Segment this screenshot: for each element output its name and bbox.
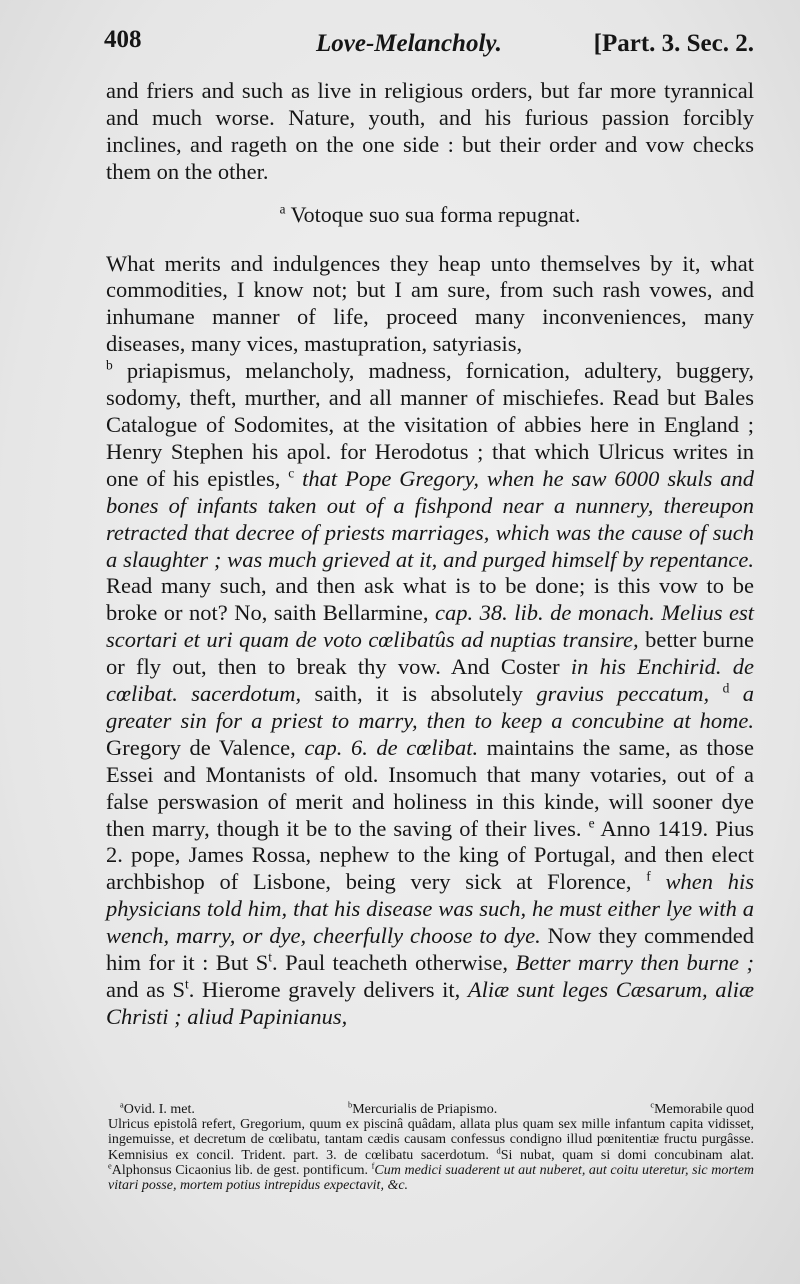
italic-segment: cap. 38. lib. de monach. Melius est scortari et uri quam de voto cœlibatûs ad nuptias transire, — [106, 600, 754, 653]
footnote-b: $^b$Mercurialis de Priapismo. — [348, 1100, 498, 1117]
italic-segment: gravius peccatum, — [536, 681, 710, 707]
latin-quote — [106, 202, 754, 229]
footnote-ref-f: f — [646, 868, 651, 884]
text-segment: priapismus, melancholy, madness, fornication, adultery, buggery, sodomy, theft, murther, and all manner of mischiefes. Read but Bales Catalogue of Sodomites, at the visitation of abbies here in England ; Henry Stephen his apol. for Herodotus ; that which Ulricus writes in one of his epistles, — [106, 358, 754, 491]
superscript: t — [184, 976, 189, 992]
text-segment: Gregory de Valence, — [106, 734, 305, 760]
quote-text: Votoque suo sua forma repugnat. — [290, 201, 581, 227]
italic-segment: Aliæ sunt leges Cæsarum, aliæ Christi ; aliud Papinianus, — [106, 977, 754, 1029]
footnote-text: Cum medici suaderent ut aut nuberet, aut coitu uteretur, sic mortem vitari posse, mortem potius intrepidus expectavit, &c. — [108, 1162, 755, 1194]
footnotes — [108, 1102, 754, 1193]
footnote-text: Alphonsus Cicaonius lib. de gest. pontificum. — [111, 1162, 369, 1178]
paragraph-1: and friers and such as live in religious orders, but far more tyrannical and much worse. Nature, youth, and his furious passion forcibly inclines, and rageth on the one side : but their order and vow checks them on the other. — [106, 78, 754, 184]
footnote-f: $^f$Cum medici suaderent ut aut nuberet, aut coitu uteretur, sic mortem vitari posse, mortem potius intrepidus expectavit, &c. — [108, 1161, 755, 1194]
page-header — [104, 24, 754, 64]
text-segment: better burne or fly out, then to break thy vow. And Coster — [106, 627, 754, 680]
italic-segment: a greater sin for a priest to marry, then to keep a concubine at home. — [106, 681, 754, 733]
footnote-a: $^a$Ovid. I. met. — [120, 1100, 195, 1117]
page-number: 408 — [104, 26, 142, 53]
footnote-text: Ulricus epistolâ refert, Gregorium, quum ex piscinâ quâdam, allata plus quam sex mille infantum capita vidisset, ingemuisse, et decretum de cœlibatu, tantam cædis causam confessus condigno illud pœnitentiæ fructu purgâsse. Kemnisius ex concil. Trident. part. 3. de cœlibatu sacerdotum. — [108, 1117, 754, 1163]
text-segment: Anno 1419. Pius 2. pope, James Rossa, nephew to the king of Portugal, and then elect archbishop of Lisbone, being very sick at Florence, — [106, 815, 754, 895]
italic-segment: in his Enchirid. de cœlibat. sacerdotum, — [106, 654, 755, 707]
main-text — [106, 78, 754, 1031]
footnote-ref-c: c — [288, 465, 295, 481]
footnote-text: Memorabile quod — [654, 1102, 754, 1117]
footnote-text: Mercurialis de Priapismo. — [352, 1102, 498, 1117]
italic-segment: Better marry then burne ; — [515, 950, 754, 976]
text-segment: Now they commended him for it : But S — [106, 923, 754, 976]
text-segment: and as S — [106, 977, 185, 1002]
footnote-ref-e: e — [588, 815, 595, 831]
footnote-text: Si nubat, quam si domi concubinam alat. — [500, 1147, 754, 1163]
part-section-label: [Part. 3. Sec. 2. — [593, 30, 754, 57]
footnote-ref-a: a — [279, 201, 286, 217]
superscript: t — [268, 949, 273, 965]
footnote-row — [108, 1102, 754, 1117]
footnote-ref-d: d — [722, 680, 730, 696]
footnote-d: $^d$Si nubat, quam si domi concubinam alat. — [496, 1145, 754, 1163]
italic-segment: cap. 6. de cœlibat. — [304, 734, 479, 760]
text-segment: Read many such, and then ask what is to be done; is this vow to be broke or not? No, saith Bellarmine, — [106, 573, 754, 626]
text-segment: What merits and indulgences they heap unto themselves by it, what commodities, I know not; but I am sure, from such rash vowes, and inhumane manner of life, proceed many inconveniences, many diseases, many vices, mastupration, satyriasis, — [106, 250, 754, 357]
footnote-text: Ovid. I. met. — [123, 1102, 195, 1117]
italic-segment: that Pope Gregory, when he saw 6000 skuls and bones of infants taken out of a fishpond near a nunnery, thereupon retracted that decree of priests marriages, which was the cause of such a slaughter ; was much grieved at it, and purged himself by repentance. — [106, 465, 754, 572]
text-segment: maintains the same, as those Essei and Montanists of old. Insomuch that many votaries, out of a false perswasion of merit and holiness in this kinde, will sooner dye then marry, though it be to the saving of their lives. — [106, 734, 754, 841]
footnote-e: $^e$Alphonsus Cicaonius lib. de gest. pontificum. — [108, 1161, 369, 1178]
footnote-c — [108, 1117, 754, 1193]
paragraph-2 — [106, 251, 754, 1031]
italic-segment: when his physicians told him, that his disease was such, he must either lye with a wench, marry, or dye, cheerfully choose to dye. — [106, 869, 754, 949]
footnote-c-start: $^c$Memorabile quod — [650, 1100, 754, 1117]
text-segment: . Paul teacheth otherwise, — [272, 950, 516, 976]
footnote-ref-b: b — [106, 357, 113, 373]
text-segment: . Hierome gravely delivers it, — [188, 977, 468, 1002]
text-segment: saith, it is absolutely — [301, 681, 537, 707]
running-title: Love-Melancholy. — [316, 30, 502, 57]
